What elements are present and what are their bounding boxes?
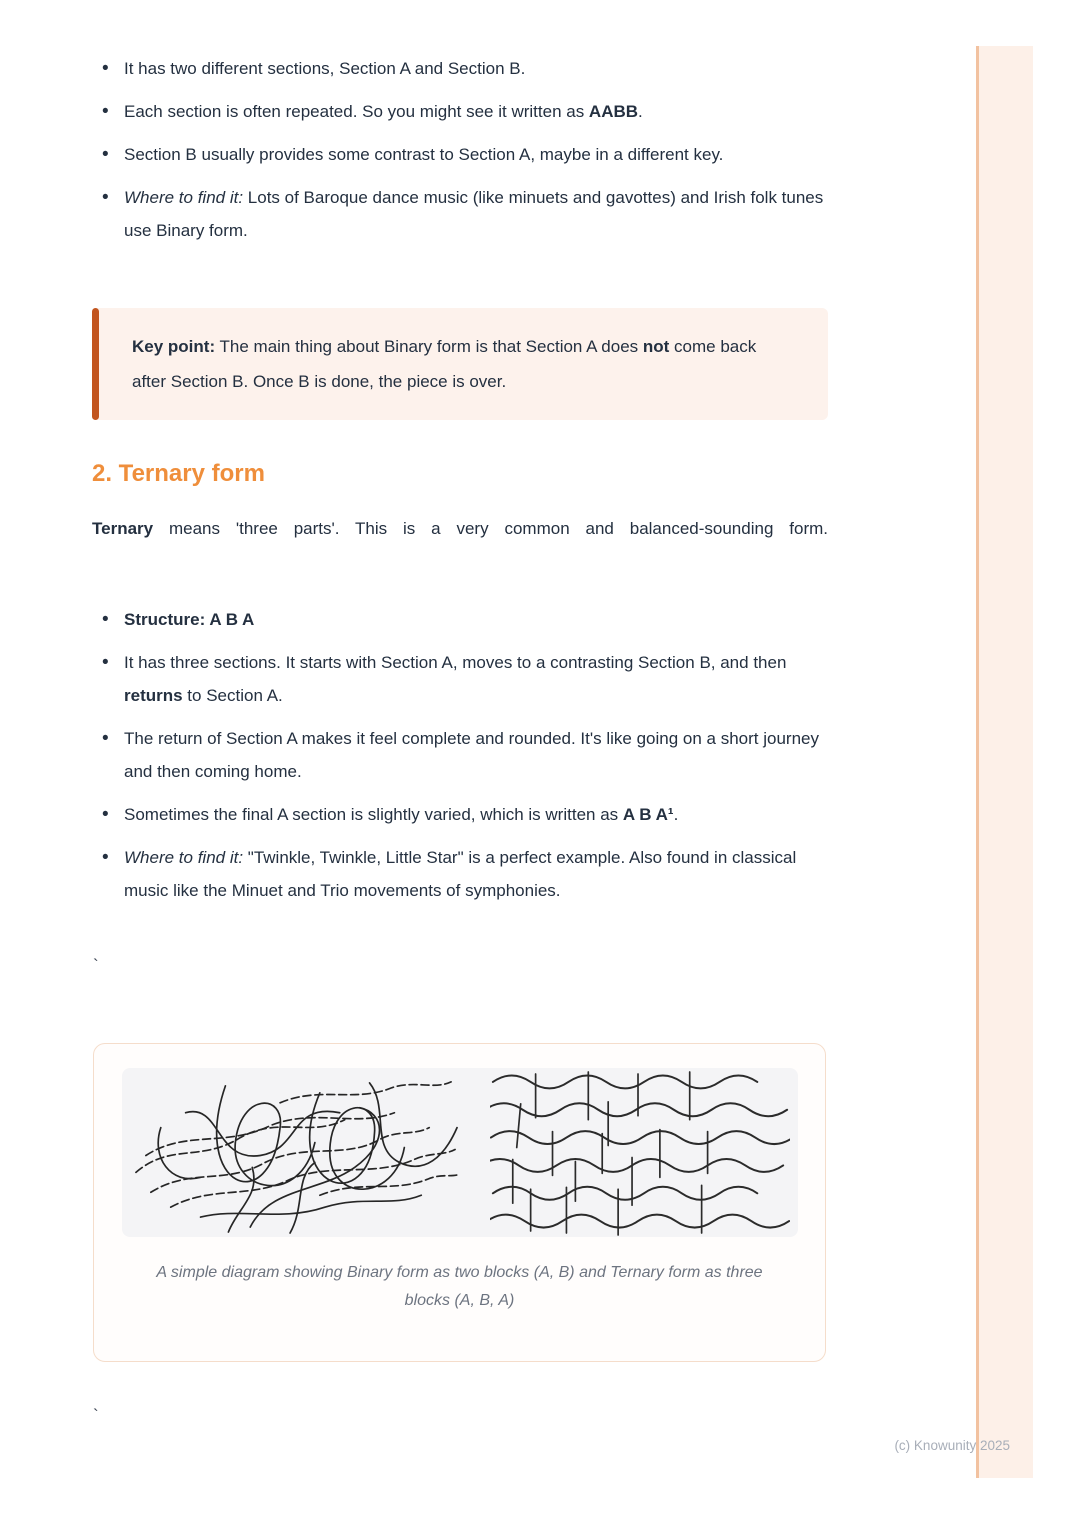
list-item-text: Structure: A B A xyxy=(124,610,255,629)
list-item-text: It has three sections. It starts with Section A, moves to a contrasting Section B, and then returns to Section A. xyxy=(124,653,787,705)
stray-backtick-mark: ` xyxy=(93,956,99,975)
list-item xyxy=(92,181,828,247)
list-item xyxy=(92,138,828,171)
list-item-text: Section B usually provides some contrast to Section A, maybe in a different key. xyxy=(124,145,724,164)
section-heading-ternary-form: 2. Ternary form xyxy=(92,460,265,487)
copyright-footer: (c) Knowunity 2025 xyxy=(894,1438,1010,1453)
key-point-callout xyxy=(92,308,828,420)
woven-wavy-lines-drawing xyxy=(490,1068,790,1237)
list-item xyxy=(92,52,828,85)
list-item xyxy=(92,95,828,128)
list-item-text: Where to find it: Lots of Baroque dance music (like minuets and gavottes) and Irish folk tunes use Binary form. xyxy=(124,188,824,240)
list-item-text: Where to find it: "Twinkle, Twinkle, Little Star" is a perfect example. Also found in classical music like the Minuet and Trio movements of symphonies. xyxy=(124,848,797,900)
list-item xyxy=(92,646,828,712)
stray-backtick-mark: ` xyxy=(93,1406,99,1425)
figure-image xyxy=(122,1068,798,1237)
binary-form-bullet-list xyxy=(92,52,828,257)
ternary-intro-paragraph: Ternary means 'three parts'. This is a very common and balanced-sounding form. xyxy=(92,519,828,538)
list-item xyxy=(92,841,828,907)
tangled-scribble-drawing xyxy=(130,1068,460,1237)
list-item xyxy=(92,798,828,831)
right-accent-bar xyxy=(976,46,1033,1478)
ternary-form-bullet-list xyxy=(92,603,828,917)
list-item xyxy=(92,603,828,636)
key-point-text: Key point: The main thing about Binary form is that Section A does not come back after Section B. Once B is done, the piece is over. xyxy=(132,337,757,391)
figure-card xyxy=(93,1043,826,1362)
figure-caption: A simple diagram showing Binary form as two blocks (A, B) and Ternary form as three blocks (A, B, A) xyxy=(156,1264,763,1309)
list-item-text: Sometimes the final A section is slightly varied, which is written as A B A¹. xyxy=(124,805,679,824)
list-item-text: The return of Section A makes it feel complete and rounded. It's like going on a short journey and then coming home. xyxy=(124,729,819,781)
list-item-text: It has two different sections, Section A and Section B. xyxy=(124,59,526,78)
list-item-text: Each section is often repeated. So you might see it written as AABB. xyxy=(124,102,643,121)
list-item xyxy=(92,722,828,788)
